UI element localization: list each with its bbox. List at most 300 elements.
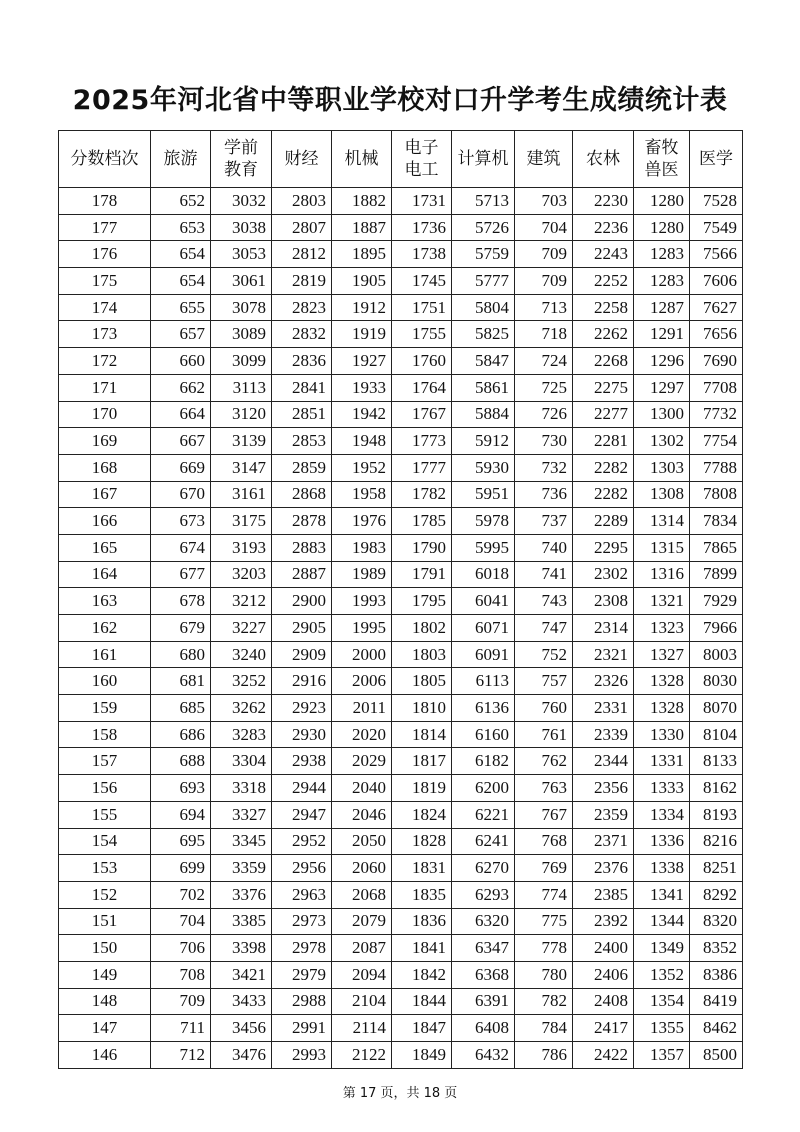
count-cell: 1331 xyxy=(634,748,690,775)
table-row xyxy=(59,321,743,348)
count-cell: 5912 xyxy=(452,428,515,455)
count-cell: 5804 xyxy=(452,294,515,321)
count-cell: 2295 xyxy=(573,534,634,561)
count-cell: 1349 xyxy=(634,935,690,962)
count-cell: 7528 xyxy=(690,188,743,215)
count-cell: 2344 xyxy=(573,748,634,775)
count-cell: 2841 xyxy=(272,374,332,401)
count-cell: 2094 xyxy=(332,961,392,988)
count-cell: 7754 xyxy=(690,428,743,455)
count-cell: 3161 xyxy=(211,481,272,508)
count-cell: 7627 xyxy=(690,294,743,321)
score-cell: 150 xyxy=(59,935,151,962)
count-cell: 7690 xyxy=(690,348,743,375)
count-cell: 664 xyxy=(151,401,211,428)
count-cell: 760 xyxy=(515,695,573,722)
count-cell: 2916 xyxy=(272,668,332,695)
score-cell: 157 xyxy=(59,748,151,775)
header-cell: 机械 xyxy=(332,131,392,188)
count-cell: 778 xyxy=(515,935,573,962)
score-cell: 163 xyxy=(59,588,151,615)
count-cell: 688 xyxy=(151,748,211,775)
count-cell: 2268 xyxy=(573,348,634,375)
count-cell: 1352 xyxy=(634,961,690,988)
count-cell: 1828 xyxy=(392,828,452,855)
count-cell: 5995 xyxy=(452,534,515,561)
count-cell: 1283 xyxy=(634,268,690,295)
count-cell: 708 xyxy=(151,961,211,988)
count-cell: 2230 xyxy=(573,188,634,215)
count-cell: 768 xyxy=(515,828,573,855)
count-cell: 2406 xyxy=(573,961,634,988)
count-cell: 2376 xyxy=(573,855,634,882)
count-cell: 3327 xyxy=(211,801,272,828)
count-cell: 2308 xyxy=(573,588,634,615)
count-cell: 2963 xyxy=(272,881,332,908)
count-cell: 2952 xyxy=(272,828,332,855)
count-cell: 725 xyxy=(515,374,573,401)
count-cell: 2930 xyxy=(272,721,332,748)
count-cell: 1323 xyxy=(634,615,690,642)
count-cell: 1736 xyxy=(392,214,452,241)
count-cell: 1334 xyxy=(634,801,690,828)
count-cell: 3061 xyxy=(211,268,272,295)
count-cell: 1751 xyxy=(392,294,452,321)
count-cell: 2803 xyxy=(272,188,332,215)
count-cell: 704 xyxy=(515,214,573,241)
count-cell: 2979 xyxy=(272,961,332,988)
table-row xyxy=(59,401,743,428)
count-cell: 3476 xyxy=(211,1042,272,1069)
count-cell: 1297 xyxy=(634,374,690,401)
count-cell: 8386 xyxy=(690,961,743,988)
score-cell: 177 xyxy=(59,214,151,241)
table-row xyxy=(59,668,743,695)
count-cell: 7606 xyxy=(690,268,743,295)
count-cell: 6200 xyxy=(452,775,515,802)
count-cell: 767 xyxy=(515,801,573,828)
count-cell: 694 xyxy=(151,801,211,828)
count-cell: 737 xyxy=(515,508,573,535)
count-cell: 5726 xyxy=(452,214,515,241)
count-cell: 736 xyxy=(515,481,573,508)
count-cell: 7708 xyxy=(690,374,743,401)
count-cell: 2020 xyxy=(332,721,392,748)
count-cell: 7656 xyxy=(690,321,743,348)
count-cell: 1790 xyxy=(392,534,452,561)
count-cell: 3193 xyxy=(211,534,272,561)
page-footer: 第 17 页，共 18 页 xyxy=(342,1086,458,1101)
count-cell: 6160 xyxy=(452,721,515,748)
count-cell: 769 xyxy=(515,855,573,882)
score-cell: 149 xyxy=(59,961,151,988)
table-row xyxy=(59,1042,743,1069)
count-cell: 2832 xyxy=(272,321,332,348)
score-cell: 147 xyxy=(59,1015,151,1042)
count-cell: 7929 xyxy=(690,588,743,615)
count-cell: 1338 xyxy=(634,855,690,882)
count-cell: 2956 xyxy=(272,855,332,882)
count-cell: 1767 xyxy=(392,401,452,428)
table-row xyxy=(59,721,743,748)
score-cell: 176 xyxy=(59,241,151,268)
count-cell: 6113 xyxy=(452,668,515,695)
count-cell: 1976 xyxy=(332,508,392,535)
score-cell: 170 xyxy=(59,401,151,428)
count-cell: 3099 xyxy=(211,348,272,375)
count-cell: 1819 xyxy=(392,775,452,802)
count-cell: 1287 xyxy=(634,294,690,321)
header-row xyxy=(59,131,743,188)
header-cell: 电子电工 xyxy=(392,131,452,188)
count-cell: 2289 xyxy=(573,508,634,535)
count-cell: 6347 xyxy=(452,935,515,962)
count-cell: 1802 xyxy=(392,615,452,642)
count-cell: 1355 xyxy=(634,1015,690,1042)
count-cell: 6241 xyxy=(452,828,515,855)
count-cell: 2068 xyxy=(332,881,392,908)
count-cell: 730 xyxy=(515,428,573,455)
count-cell: 1948 xyxy=(332,428,392,455)
count-cell: 2277 xyxy=(573,401,634,428)
count-cell: 7788 xyxy=(690,454,743,481)
table-row xyxy=(59,294,743,321)
table-row xyxy=(59,534,743,561)
table-row xyxy=(59,935,743,962)
count-cell: 2836 xyxy=(272,348,332,375)
count-cell: 1341 xyxy=(634,881,690,908)
count-cell: 3421 xyxy=(211,961,272,988)
table-row xyxy=(59,908,743,935)
table-row xyxy=(59,828,743,855)
score-cell: 167 xyxy=(59,481,151,508)
count-cell: 6391 xyxy=(452,988,515,1015)
count-cell: 780 xyxy=(515,961,573,988)
count-cell: 2079 xyxy=(332,908,392,935)
count-cell: 3252 xyxy=(211,668,272,695)
count-cell: 2408 xyxy=(573,988,634,1015)
count-cell: 2819 xyxy=(272,268,332,295)
count-cell: 1333 xyxy=(634,775,690,802)
count-cell: 673 xyxy=(151,508,211,535)
score-cell: 165 xyxy=(59,534,151,561)
count-cell: 2807 xyxy=(272,214,332,241)
count-cell: 6408 xyxy=(452,1015,515,1042)
count-cell: 1882 xyxy=(332,188,392,215)
count-cell: 3203 xyxy=(211,561,272,588)
count-cell: 2339 xyxy=(573,721,634,748)
count-cell: 1764 xyxy=(392,374,452,401)
count-cell: 775 xyxy=(515,908,573,935)
table-row xyxy=(59,988,743,1015)
count-cell: 763 xyxy=(515,775,573,802)
count-cell: 685 xyxy=(151,695,211,722)
count-cell: 1933 xyxy=(332,374,392,401)
count-cell: 670 xyxy=(151,481,211,508)
count-cell: 3433 xyxy=(211,988,272,1015)
count-cell: 1791 xyxy=(392,561,452,588)
score-cell: 146 xyxy=(59,1042,151,1069)
count-cell: 6182 xyxy=(452,748,515,775)
count-cell: 6368 xyxy=(452,961,515,988)
count-cell: 5884 xyxy=(452,401,515,428)
count-cell: 2400 xyxy=(573,935,634,962)
count-cell: 2314 xyxy=(573,615,634,642)
count-cell: 702 xyxy=(151,881,211,908)
score-cell: 162 xyxy=(59,615,151,642)
count-cell: 1328 xyxy=(634,695,690,722)
count-cell: 2422 xyxy=(573,1042,634,1069)
count-cell: 2000 xyxy=(332,641,392,668)
score-cell: 164 xyxy=(59,561,151,588)
count-cell: 8070 xyxy=(690,695,743,722)
count-cell: 8292 xyxy=(690,881,743,908)
count-cell: 1321 xyxy=(634,588,690,615)
count-cell: 6293 xyxy=(452,881,515,908)
header-cell: 畜牧兽医 xyxy=(634,131,690,188)
count-cell: 1745 xyxy=(392,268,452,295)
count-cell: 2991 xyxy=(272,1015,332,1042)
count-cell: 699 xyxy=(151,855,211,882)
count-cell: 678 xyxy=(151,588,211,615)
count-cell: 1280 xyxy=(634,214,690,241)
count-cell: 3139 xyxy=(211,428,272,455)
count-cell: 2909 xyxy=(272,641,332,668)
table-row xyxy=(59,588,743,615)
count-cell: 6320 xyxy=(452,908,515,935)
count-cell: 653 xyxy=(151,214,211,241)
count-cell: 3345 xyxy=(211,828,272,855)
count-cell: 1887 xyxy=(332,214,392,241)
count-cell: 3304 xyxy=(211,748,272,775)
count-cell: 709 xyxy=(515,268,573,295)
count-cell: 3147 xyxy=(211,454,272,481)
table-row xyxy=(59,508,743,535)
count-cell: 1344 xyxy=(634,908,690,935)
count-cell: 657 xyxy=(151,321,211,348)
count-cell: 662 xyxy=(151,374,211,401)
table-row xyxy=(59,268,743,295)
count-cell: 1283 xyxy=(634,241,690,268)
count-cell: 1336 xyxy=(634,828,690,855)
count-cell: 681 xyxy=(151,668,211,695)
count-cell: 2236 xyxy=(573,214,634,241)
count-cell: 2114 xyxy=(332,1015,392,1042)
count-cell: 3113 xyxy=(211,374,272,401)
count-cell: 5930 xyxy=(452,454,515,481)
count-cell: 2905 xyxy=(272,615,332,642)
count-cell: 7808 xyxy=(690,481,743,508)
count-cell: 6018 xyxy=(452,561,515,588)
count-cell: 3032 xyxy=(211,188,272,215)
count-cell: 762 xyxy=(515,748,573,775)
count-cell: 1785 xyxy=(392,508,452,535)
header-cell: 农林 xyxy=(573,131,634,188)
count-cell: 3227 xyxy=(211,615,272,642)
count-cell: 8003 xyxy=(690,641,743,668)
count-cell: 2060 xyxy=(332,855,392,882)
count-cell: 2326 xyxy=(573,668,634,695)
count-cell: 654 xyxy=(151,241,211,268)
count-cell: 1777 xyxy=(392,454,452,481)
table-row xyxy=(59,561,743,588)
count-cell: 2275 xyxy=(573,374,634,401)
count-cell: 1296 xyxy=(634,348,690,375)
count-cell: 1354 xyxy=(634,988,690,1015)
count-cell: 3262 xyxy=(211,695,272,722)
count-cell: 741 xyxy=(515,561,573,588)
count-cell: 2851 xyxy=(272,401,332,428)
count-cell: 2392 xyxy=(573,908,634,935)
count-cell: 6270 xyxy=(452,855,515,882)
count-cell: 1847 xyxy=(392,1015,452,1042)
count-cell: 8320 xyxy=(690,908,743,935)
count-cell: 3283 xyxy=(211,721,272,748)
count-cell: 2356 xyxy=(573,775,634,802)
table-row xyxy=(59,1015,743,1042)
count-cell: 2944 xyxy=(272,775,332,802)
count-cell: 669 xyxy=(151,454,211,481)
count-cell: 711 xyxy=(151,1015,211,1042)
count-cell: 674 xyxy=(151,534,211,561)
header-cell: 计算机 xyxy=(452,131,515,188)
count-cell: 1952 xyxy=(332,454,392,481)
count-cell: 1905 xyxy=(332,268,392,295)
count-cell: 2281 xyxy=(573,428,634,455)
count-cell: 8462 xyxy=(690,1015,743,1042)
count-cell: 1993 xyxy=(332,588,392,615)
count-cell: 1817 xyxy=(392,748,452,775)
count-cell: 660 xyxy=(151,348,211,375)
count-cell: 8500 xyxy=(690,1042,743,1069)
count-cell: 3398 xyxy=(211,935,272,962)
count-cell: 1773 xyxy=(392,428,452,455)
count-cell: 3175 xyxy=(211,508,272,535)
count-cell: 2087 xyxy=(332,935,392,962)
count-cell: 7865 xyxy=(690,534,743,561)
count-cell: 6071 xyxy=(452,615,515,642)
count-cell: 1919 xyxy=(332,321,392,348)
count-cell: 1755 xyxy=(392,321,452,348)
count-cell: 1316 xyxy=(634,561,690,588)
count-cell: 706 xyxy=(151,935,211,962)
count-cell: 7899 xyxy=(690,561,743,588)
count-cell: 5978 xyxy=(452,508,515,535)
count-cell: 7549 xyxy=(690,214,743,241)
count-cell: 2011 xyxy=(332,695,392,722)
count-cell: 1814 xyxy=(392,721,452,748)
count-cell: 3078 xyxy=(211,294,272,321)
table-row xyxy=(59,615,743,642)
count-cell: 2812 xyxy=(272,241,332,268)
count-cell: 1314 xyxy=(634,508,690,535)
count-cell: 3376 xyxy=(211,881,272,908)
count-cell: 2321 xyxy=(573,641,634,668)
count-cell: 1983 xyxy=(332,534,392,561)
count-cell: 2262 xyxy=(573,321,634,348)
count-cell: 1849 xyxy=(392,1042,452,1069)
score-cell: 153 xyxy=(59,855,151,882)
count-cell: 3385 xyxy=(211,908,272,935)
count-cell: 1327 xyxy=(634,641,690,668)
count-cell: 6041 xyxy=(452,588,515,615)
count-cell: 2988 xyxy=(272,988,332,1015)
count-cell: 2050 xyxy=(332,828,392,855)
count-cell: 712 xyxy=(151,1042,211,1069)
count-cell: 2371 xyxy=(573,828,634,855)
count-cell: 1841 xyxy=(392,935,452,962)
count-cell: 1782 xyxy=(392,481,452,508)
count-cell: 3359 xyxy=(211,855,272,882)
header-cell: 学前教育 xyxy=(211,131,272,188)
count-cell: 695 xyxy=(151,828,211,855)
count-cell: 1842 xyxy=(392,961,452,988)
count-cell: 1942 xyxy=(332,401,392,428)
score-cell: 155 xyxy=(59,801,151,828)
count-cell: 761 xyxy=(515,721,573,748)
count-cell: 3120 xyxy=(211,401,272,428)
score-cell: 174 xyxy=(59,294,151,321)
header-cell: 分数档次 xyxy=(59,131,151,188)
score-cell: 178 xyxy=(59,188,151,215)
count-cell: 2417 xyxy=(573,1015,634,1042)
table-row xyxy=(59,481,743,508)
count-cell: 2385 xyxy=(573,881,634,908)
count-cell: 8193 xyxy=(690,801,743,828)
count-cell: 3089 xyxy=(211,321,272,348)
table-row xyxy=(59,961,743,988)
count-cell: 6221 xyxy=(452,801,515,828)
score-cell: 168 xyxy=(59,454,151,481)
count-cell: 704 xyxy=(151,908,211,935)
score-cell: 160 xyxy=(59,668,151,695)
count-cell: 1330 xyxy=(634,721,690,748)
count-cell: 2243 xyxy=(573,241,634,268)
count-cell: 5825 xyxy=(452,321,515,348)
count-cell: 1995 xyxy=(332,615,392,642)
count-cell: 786 xyxy=(515,1042,573,1069)
count-cell: 686 xyxy=(151,721,211,748)
count-cell: 1303 xyxy=(634,454,690,481)
count-cell: 2993 xyxy=(272,1042,332,1069)
count-cell: 1958 xyxy=(332,481,392,508)
count-cell: 743 xyxy=(515,588,573,615)
header-cell: 建筑 xyxy=(515,131,573,188)
count-cell: 1328 xyxy=(634,668,690,695)
table-row xyxy=(59,188,743,215)
count-cell: 2040 xyxy=(332,775,392,802)
count-cell: 713 xyxy=(515,294,573,321)
count-cell: 5759 xyxy=(452,241,515,268)
count-cell: 8352 xyxy=(690,935,743,962)
count-cell: 2978 xyxy=(272,935,332,962)
count-cell: 1738 xyxy=(392,241,452,268)
count-cell: 2331 xyxy=(573,695,634,722)
score-cell: 159 xyxy=(59,695,151,722)
score-cell: 148 xyxy=(59,988,151,1015)
count-cell: 6091 xyxy=(452,641,515,668)
count-cell: 1912 xyxy=(332,294,392,321)
page-title: 2025年河北省中等职业学校对口升学考生成绩统计表 xyxy=(72,85,728,116)
count-cell: 8162 xyxy=(690,775,743,802)
table-row xyxy=(59,374,743,401)
score-cell: 172 xyxy=(59,348,151,375)
count-cell: 2104 xyxy=(332,988,392,1015)
count-cell: 3212 xyxy=(211,588,272,615)
count-cell: 1300 xyxy=(634,401,690,428)
count-cell: 1291 xyxy=(634,321,690,348)
count-cell: 3053 xyxy=(211,241,272,268)
